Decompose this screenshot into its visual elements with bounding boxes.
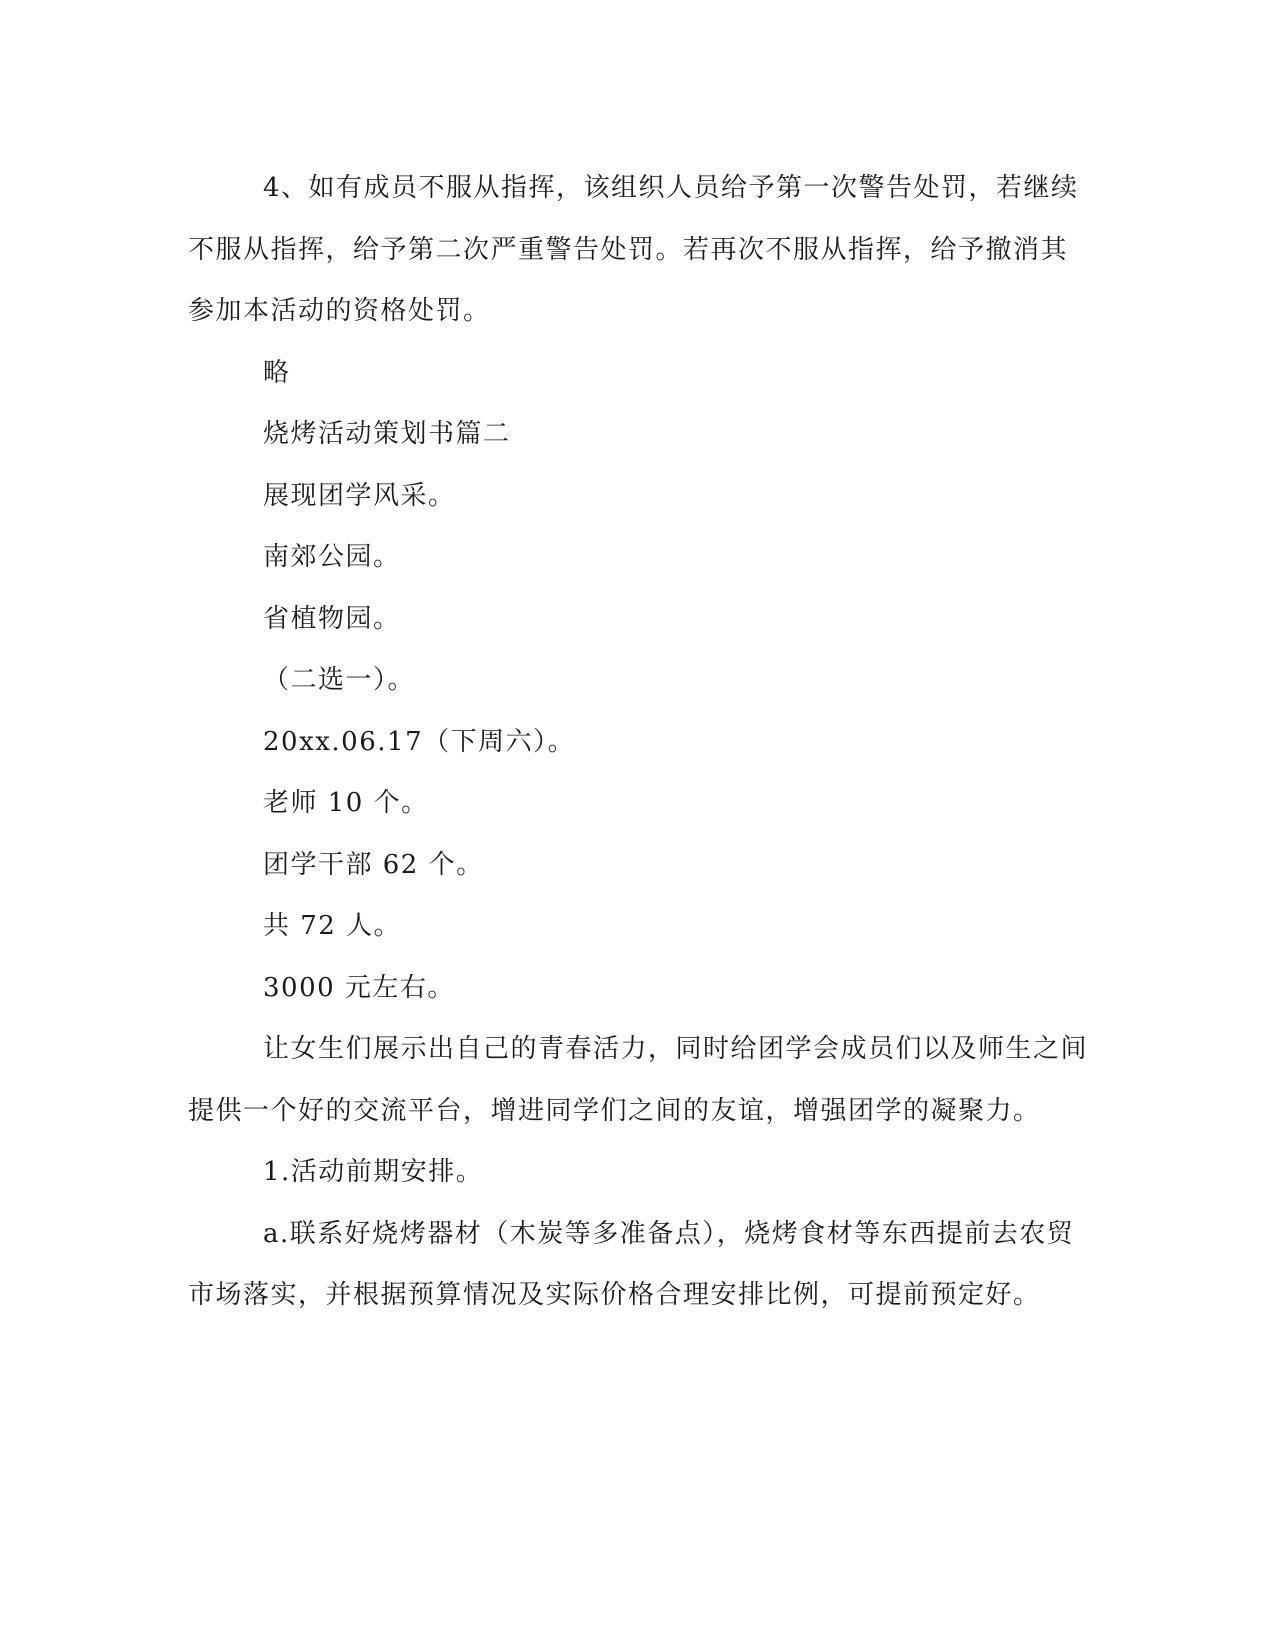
paragraph-cadres: 团学干部 62 个。 xyxy=(263,849,484,880)
paragraph-purpose: 让女生们展示出自己的青春活力，同时给团学会成员们以及师生之间提供一个好的交流平台，增进同学们之间的友谊，增强团学的凝聚力。 xyxy=(188,1034,1089,1126)
paragraph-preparation-a: a.联系好烧烤器材（木炭等多准备点），烧烤食材等东西提前去农贸市场落实，并根据预算情况及实际价格合理安排比例，可提前预定好。 xyxy=(188,1218,1075,1310)
paragraph-omitted: 略 xyxy=(263,357,291,388)
section-title: 烧烤活动策划书篇二 xyxy=(263,419,511,449)
paragraph-date: 20xx.06.17（下周六）。 xyxy=(263,726,576,757)
paragraph-budget: 3000 元左右。 xyxy=(263,972,455,1003)
paragraph-total: 共 72 人。 xyxy=(263,911,402,941)
paragraph-theme: 展现团学风采。 xyxy=(263,480,456,511)
paragraph-discipline-rule: 4、如有成员不服从指挥，该组织人员给予第一次警告处罚，若继续不服从指挥，给予第二次严重警告处罚。若再次不服从指挥，给予撤消其参加本活动的资格处罚。 xyxy=(188,173,1079,326)
paragraph-location-1: 南郊公园。 xyxy=(263,542,401,572)
paragraph-teachers: 老师 10 个。 xyxy=(263,788,429,818)
paragraph-location-2: 省植物园。 xyxy=(263,603,401,634)
paragraph-preparation-heading: 1.活动前期安排。 xyxy=(263,1157,484,1187)
paragraph-location-choice: （二选一）。 xyxy=(263,665,416,695)
document-page xyxy=(188,158,1088,1327)
